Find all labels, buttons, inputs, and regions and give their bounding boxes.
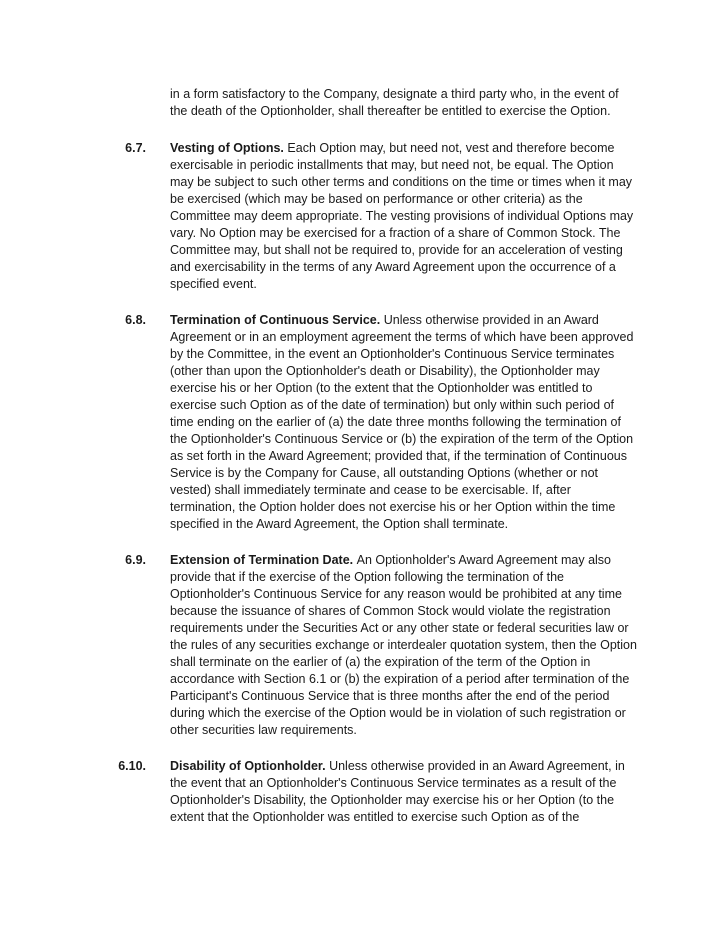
section-text — [170, 140, 637, 293]
section-body-text: Unless otherwise provided in an Award Agreement, in the event that an Optionholder's Continuous Service terminates as a result of the Optionholder's Disability, the Optionholder may exercise his or her Option (to the extent that the Optionholder was entitled to exercise such Option as of the — [170, 759, 625, 824]
section-text — [170, 758, 637, 826]
section-number: 6.9. — [125, 553, 146, 567]
section-heading: Disability of Optionholder. — [170, 759, 326, 773]
section-number: 6.7. — [125, 141, 146, 155]
section-heading: Extension of Termination Date. — [170, 553, 354, 567]
section-6-8 — [99, 312, 637, 533]
continuation-paragraph: in a form satisfactory to the Company, designate a third party who, in the event of the death of the Optionholder, shall thereafter be entitled to exercise the Option. — [170, 87, 619, 118]
section-number: 6.8. — [125, 313, 146, 327]
section-text — [170, 312, 637, 533]
section-6-10 — [99, 758, 637, 826]
section-6-7 — [99, 140, 637, 293]
section-heading: Termination of Continuous Service. — [170, 313, 381, 327]
section-number: 6.10. — [118, 759, 146, 773]
section-body-text: An Optionholder's Award Agreement may also provide that if the exercise of the Option following the termination of the Optionholder's Continuous Service for any reason would be prohibited at any time because the issuance of shares of Common Stock would violate the registration requirements under the Securities Act or any other state or federal securities law or the rules of any securities exchange or interdealer quotation system, then the Option shall terminate on the earlier of (a) the expiration of the term of the Option in accordance with Section 6.1 or (b) the expiration of a period after termination of the Participant's Continuous Service that is three months after the end of the period during which the exercise of the Option would be in violation of such registration or other securities law requirements. — [170, 553, 637, 737]
document-body — [0, 86, 720, 845]
section-body-text: Unless otherwise provided in an Award Agreement or in an employment agreement the terms of which have been approved by the Committee, in the event an Optionholder's Continuous Service terminates (other than upon the Optionholder's death or Disability), the Optionholder may exercise his or her Option (to the extent that the Optionholder was entitled to exercise such Option as of the date of termination) but only within such period of time ending on the earlier of (a) the date three months following the termination of the Optionholder's Continuous Service or (b) the expiration of the term of the Option as set forth in the Award Agreement; provided that, if the termination of Continuous Service is by the Company for Cause, all outstanding Options (whether or not vested) shall immediately terminate and cease to be exercisable. If, after termination, the Option holder does not exercise his or her Option within the time specified in the Award Agreement, the Option shall terminate. — [170, 313, 634, 531]
section-heading: Vesting of Options. — [170, 141, 284, 155]
section-body-text: Each Option may, but need not, vest and therefore become exercisable in periodic installments that may, but need not, be equal. The Option may be subject to such other terms and conditions on the time or times when it may be exercised (which may be based on performance or other criteria) as the Committee may deem appropriate. The vesting provisions of individual Options may vary. No Option may be exercised for a fraction of a share of Common Stock. The Committee may, but shall not be required to, provide for an acceleration of vesting and exercisability in the terms of any Award Agreement upon the occurrence of a specified event. — [170, 141, 634, 291]
section-text — [170, 552, 637, 739]
section-6-9 — [99, 552, 637, 739]
